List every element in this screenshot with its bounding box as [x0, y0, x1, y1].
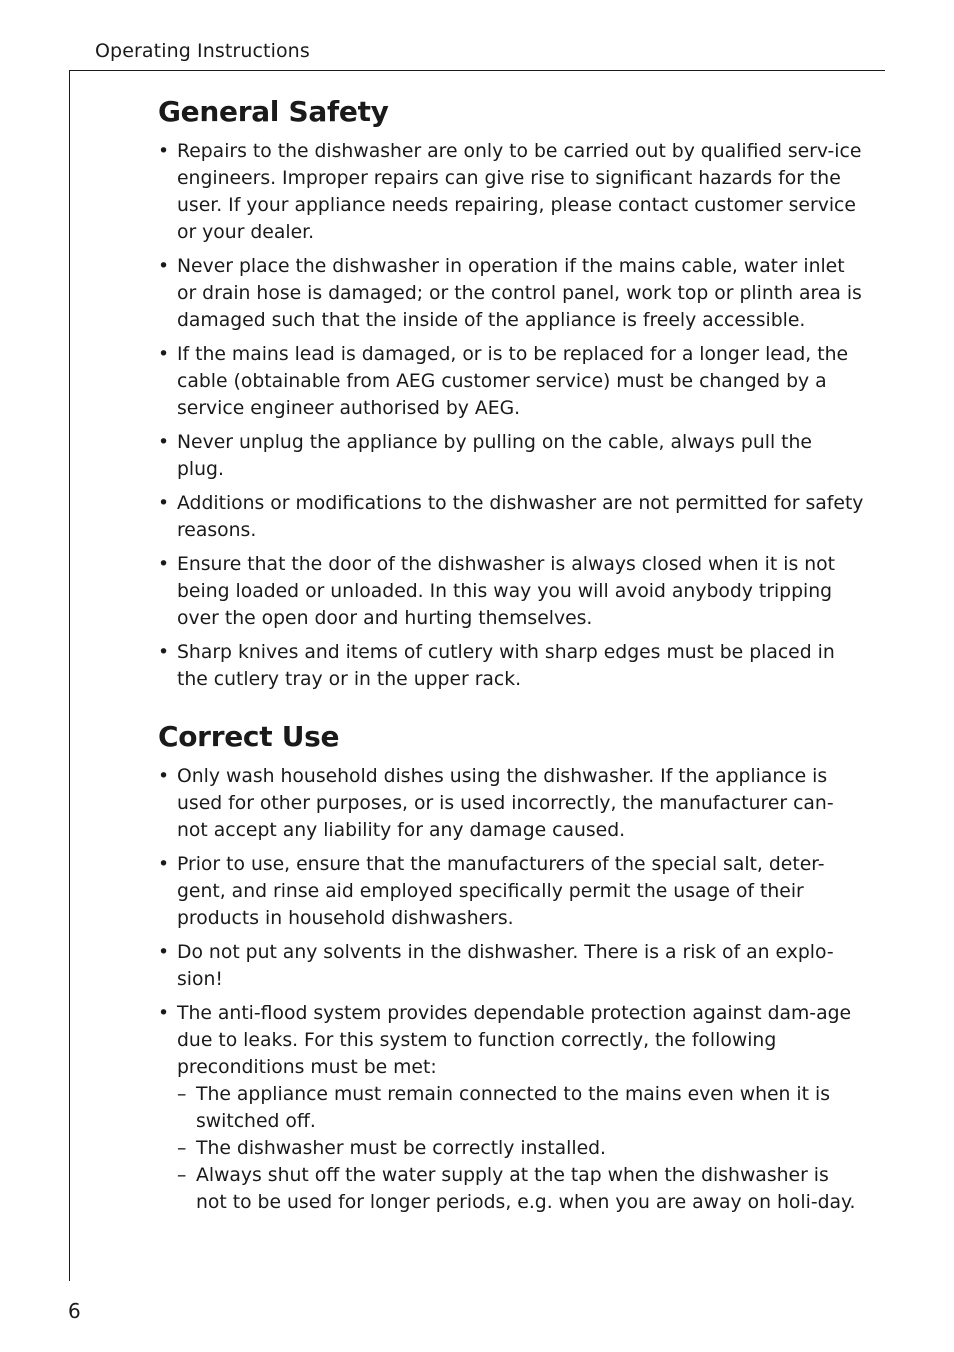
general-safety-list — [158, 138, 864, 693]
list-item: • Ensure that the door of the dishwasher is always closed when it is not being loaded or unloaded. In this way you will avoid anybody tripping over the open door and hurting themselves. — [158, 551, 864, 632]
list-item-text: The anti-flood system provides dependable protection against dam-age due to leaks. For this system to function correctly, the following preconditions must be met: — [177, 1003, 852, 1078]
precondition-list — [177, 1081, 864, 1216]
page-content — [158, 92, 864, 1223]
sub-list-item: – The appliance must remain connected to the mains even when it is switched off. — [177, 1081, 864, 1135]
list-item: • Never unplug the appliance by pulling on the cable, always pull the plug. — [158, 429, 864, 483]
list-item: • Repairs to the dishwasher are only to be carried out by qualified serv-ice engineers. Improper repairs can give rise to significant hazards for the user. If your appliance needs repairing, please contact customer service or your dealer. — [158, 138, 864, 246]
sub-list-item: – The dishwasher must be correctly installed. — [177, 1135, 864, 1162]
list-item: • Do not put any solvents in the dishwasher. There is a risk of an explo-sion! — [158, 939, 864, 993]
list-item: • Never place the dishwasher in operation if the mains cable, water inlet or drain hose is damaged; or the control panel, work top or plinth area is damaged such that the inside of the appliance is freely accessible. — [158, 253, 864, 334]
page-number: 6 — [68, 1299, 81, 1323]
sub-list-item: – Always shut off the water supply at the tap when the dishwasher is not to be used for longer periods, e.g. when you are away on holi-day. — [177, 1162, 864, 1216]
list-item-anti-flood — [158, 1000, 864, 1216]
list-item: • Additions or modifications to the dishwasher are not permitted for safety reasons. — [158, 490, 864, 544]
correct-use-list — [158, 763, 864, 1216]
running-header: Operating Instructions — [95, 40, 310, 62]
list-item: • If the mains lead is damaged, or is to be replaced for a longer lead, the cable (obtainable from AEG customer service) must be changed by a service engineer authorised by AEG. — [158, 341, 864, 422]
margin-rule — [69, 70, 70, 1281]
section-title-correct-use: Correct Use — [158, 720, 340, 753]
section-title-general-safety: General Safety — [158, 95, 389, 128]
list-item: • Sharp knives and items of cutlery with sharp edges must be placed in the cutlery tray or in the upper rack. — [158, 639, 864, 693]
header-rule — [69, 70, 885, 71]
list-item: • Prior to use, ensure that the manufacturers of the special salt, deter-gent, and rinse aid employed specifically permit the usage of their products in household dishwashers. — [158, 851, 864, 932]
list-item: • Only wash household dishes using the dishwasher. If the appliance is used for other purposes, or is used incorrectly, the manufacturer can-not accept any liability for any damage caused. — [158, 763, 864, 844]
